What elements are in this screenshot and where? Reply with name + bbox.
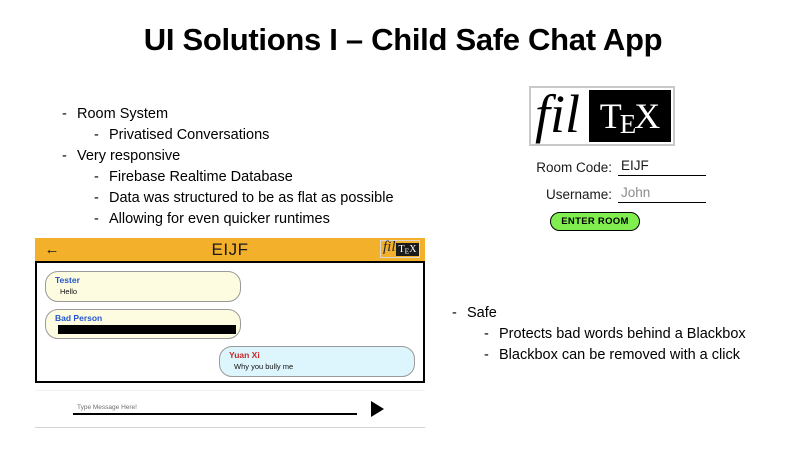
chat-message-list — [35, 261, 425, 383]
right-bullet-list — [452, 303, 746, 366]
back-arrow-icon[interactable]: ← — [44, 241, 60, 258]
bullet-dash: - — [452, 305, 457, 321]
logo-small-fil-text: fil — [383, 239, 396, 255]
bullet-text: Protects bad words behind a Blackbox — [499, 326, 746, 342]
bullet-text: Firebase Realtime Database — [109, 169, 293, 185]
message-input-bar — [35, 390, 425, 428]
bullet-item — [452, 303, 746, 324]
username-row — [506, 185, 706, 203]
chat-app-mockup — [35, 238, 425, 428]
app-header-bar — [35, 238, 425, 261]
logo-tex-box — [589, 90, 671, 142]
blackbox-censor[interactable] — [58, 325, 236, 334]
login-form — [506, 158, 706, 231]
chat-message — [45, 309, 241, 339]
bullet-text: Safe — [467, 305, 497, 321]
message-sender: Tester — [55, 275, 80, 285]
message-text: Why you bully me — [234, 362, 294, 371]
logo-small-e: E — [404, 246, 410, 256]
room-code-row — [506, 158, 706, 176]
username-input[interactable]: John — [618, 185, 706, 203]
enter-room-row — [506, 212, 706, 231]
bullet-dash: - — [484, 347, 489, 363]
logo-small-x: X — [409, 244, 417, 255]
chat-message — [219, 346, 415, 377]
room-code-input[interactable]: EIJF — [618, 158, 706, 176]
bullet-item — [452, 345, 746, 366]
bullet-item — [62, 167, 394, 188]
bullet-text: Very responsive — [77, 148, 181, 164]
left-bullet-list — [62, 104, 394, 230]
bullet-text: Privatised Conversations — [109, 127, 270, 143]
page-title: UI Solutions I – Child Safe Chat App — [143, 22, 663, 57]
filtex-logo-small — [380, 240, 420, 258]
chat-message — [45, 271, 241, 302]
bullet-text: Blackbox can be removed with a click — [499, 347, 740, 363]
bullet-item — [452, 324, 746, 345]
logo-small-t: T — [398, 244, 405, 255]
bullet-dash: - — [94, 169, 99, 185]
bullet-dash: - — [62, 148, 67, 164]
bullet-dash: - — [94, 190, 99, 206]
logo-x: X — [634, 96, 661, 136]
bullet-item — [62, 188, 394, 209]
logo-fil-text: fil — [535, 84, 581, 144]
logo-e: E — [619, 109, 637, 139]
username-label: Username: — [545, 187, 612, 202]
bullet-dash: - — [94, 127, 99, 143]
bullet-item — [62, 146, 394, 167]
room-code-label: Room Code: — [536, 160, 612, 175]
message-text: Hello — [60, 287, 78, 296]
bullet-text: Allowing for even quicker runtimes — [109, 211, 330, 227]
bullet-dash: - — [484, 326, 489, 342]
message-sender: Bad Person — [55, 313, 103, 323]
message-sender: Yuan Xi — [229, 350, 260, 360]
message-input[interactable]: Type Message Here! — [73, 404, 357, 415]
enter-room-button[interactable]: ENTER ROOM — [550, 212, 639, 231]
bullet-dash: - — [94, 211, 99, 227]
bullet-item — [62, 104, 394, 125]
app-room-title: EIJF — [211, 239, 249, 259]
bullet-dash: - — [62, 106, 67, 122]
bullet-text: Room System — [77, 106, 169, 122]
send-icon[interactable] — [371, 401, 384, 417]
logo-small-tex-box — [396, 243, 419, 256]
bullet-item — [62, 125, 394, 146]
logo-t: T — [599, 96, 622, 136]
bullet-item — [62, 209, 394, 230]
bullet-text: Data was structured to be as flat as possible — [109, 190, 394, 206]
filtex-logo — [529, 86, 675, 146]
